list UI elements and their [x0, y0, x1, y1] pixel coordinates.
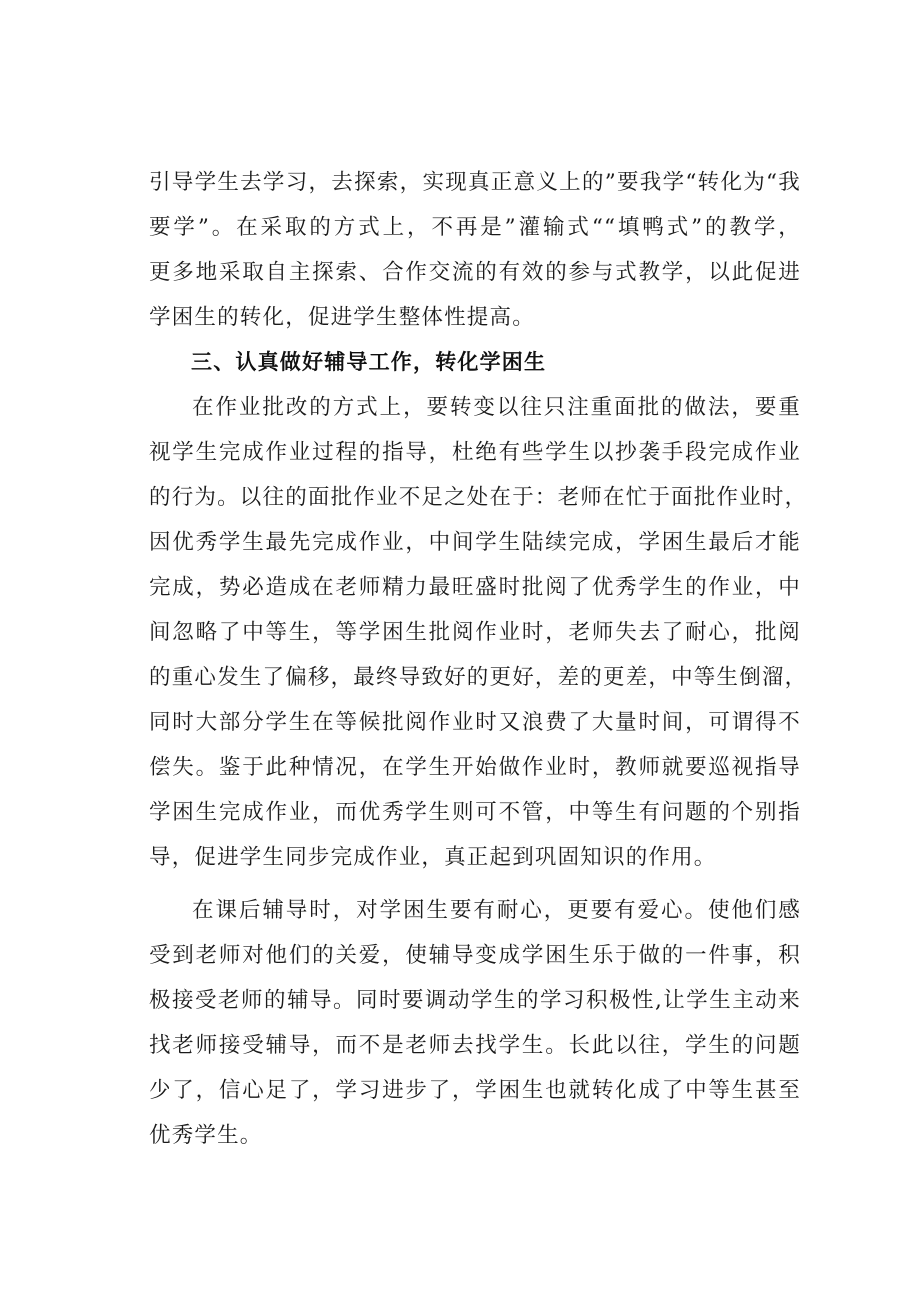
- paragraph-after-class-tutoring: [149, 888, 801, 1158]
- text-line: 更多地采取自主探索、合作交流的有效的参与式教学，以此促进: [149, 260, 801, 285]
- text-line: 在课后辅导时，对学困生要有耐心，更要有爱心。使他们感: [192, 898, 801, 923]
- text-line: 少了，信心足了，学习进步了，学困生也就转化成了中等生甚至: [149, 1078, 801, 1103]
- text-line: 学困生完成作业，而优秀学生则可不管，中等生有问题的个别指: [149, 800, 801, 825]
- text-line: 因优秀学生最先完成作业，中间学生陆续完成，学困生最后才能: [149, 530, 801, 555]
- paragraph-continuation: [149, 160, 801, 340]
- text-line: 受到老师对他们的关爱，使辅导变成学困生乐于做的一件事，积: [149, 943, 801, 968]
- text-line: 在作业批改的方式上，要转变以往只注重面批的做法，要重: [192, 395, 801, 420]
- paragraph-homework-grading: [149, 385, 808, 880]
- text-line: 的重心发生了偏移，最终导致好的更好，差的更差，中等生倒溜，: [149, 665, 808, 690]
- text-line: 找老师接受辅导，而不是老师去找学生。长此以往，学生的问题: [149, 1033, 801, 1058]
- text-line: 同时大部分学生在等候批阅作业时又浪费了大量时间，可谓得不: [149, 710, 801, 735]
- text-line: 的行为。以往的面批作业不足之处在于：老师在忙于面批作业时，: [149, 485, 808, 510]
- text-line: 偿失。鉴于此种情况，在学生开始做作业时，教师就要巡视指导: [149, 755, 801, 780]
- text-line: 间忽略了中等生，等学困生批阅作业时，老师失去了耐心，批阅: [149, 620, 801, 645]
- text-line: 学困生的转化，促进学生整体性提高。: [149, 305, 535, 330]
- text-line: 要学”。在采取的方式上，不再是”灌输式““填鸭式”的教学，: [149, 215, 801, 240]
- text-line: 优秀学生。: [149, 1123, 263, 1148]
- text-line: 完成，势必造成在老师精力最旺盛时批阅了优秀学生的作业，中: [149, 575, 801, 600]
- section-heading: 三、认真做好辅导工作，转化学困生: [191, 350, 547, 374]
- text-line: 极接受老师的辅导。同时要调动学生的学习积极性,让学生主动来: [149, 988, 801, 1013]
- text-line: 视学生完成作业过程的指导，杜绝有些学生以抄袭手段完成作业: [149, 440, 801, 465]
- document-body: [149, 160, 808, 1158]
- text-line: 引导学生去学习，去探索，实现真正意义上的”要我学“转化为“我: [149, 170, 801, 195]
- text-line: 导，促进学生同步完成作业，真正起到巩固知识的作用。: [149, 845, 717, 870]
